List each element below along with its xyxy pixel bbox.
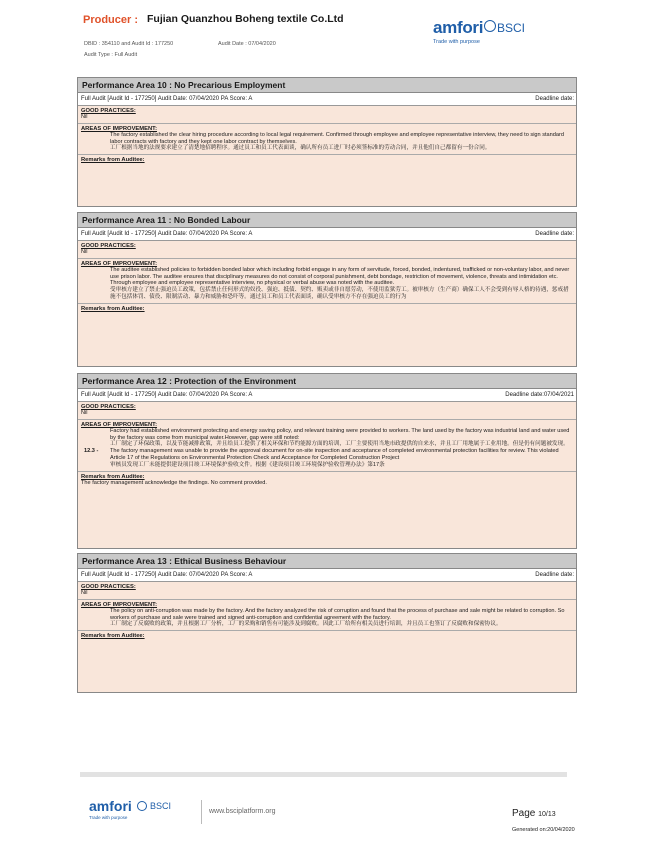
deadline-text: Deadline date: — [535, 572, 574, 578]
improvement-text: The policy on anti-corruption was made by the factory. And the factory analyzed the risk of corruption and found that the process of purchase and sale might be related to corruption. So workers of purchase and sale were trained and signed anti-corruption and confidential agreement with the factory. — [110, 607, 565, 621]
remarks-section — [78, 472, 576, 489]
improvement-text-cn: 工厂根据当地的法规要求建立了清楚地招聘程序。通过员工和员工代表面谈，确认所有员工进厂时必须签标准的劳动合同，并且他们自己都留有一份合同。 — [110, 145, 491, 152]
finding-number: 12.3 - — [84, 448, 99, 455]
logo-word: amfori — [433, 18, 484, 37]
good-practices-section — [78, 106, 576, 124]
logo-tagline: Trade with purpose — [433, 39, 480, 45]
deadline-text: Deadline date:07/04/2021 — [505, 392, 574, 398]
audit-line-text: Full Audit [Audit Id - 177250] Audit Date: 07/04/2020 PA Score: A — [81, 392, 253, 398]
remarks-label: Remarks from Auditee: — [81, 473, 145, 480]
footer-url: www.bsciplatform.org — [209, 808, 276, 815]
area-title: Performance Area 11 : No Bonded Labour — [78, 213, 576, 228]
improvement-text: The auditee established policies to forbidden bonded labor which including forbid engage in any form of servitude, forced, bonded, indentured, trafficked or non-voluntary labor, and never use prison labor. The auditee ensures that disciplinary measures do not consist of corporal punishment, debt bondage, restriction of movement, violence, threats and intimidation etc. Through employee and employee representative interview, no physical or verbal abuse was noted with the auditee. — [110, 266, 570, 287]
performance-area-13 — [77, 553, 577, 693]
logo-bsci: BSCI — [497, 21, 526, 35]
audit-line-text: Full Audit [Audit Id - 177250] Audit Date: 07/04/2020 PA Score: A — [81, 572, 253, 578]
audit-line-text: Full Audit [Audit Id - 177250] Audit Date: 07/04/2020 PA Score: A — [81, 96, 253, 102]
footer-logo-tagline: Trade with purpose — [89, 815, 128, 820]
page-indicator — [512, 808, 556, 819]
improvement-section — [78, 420, 576, 472]
good-practices-section — [78, 241, 576, 259]
improvement-label: AREAS OF IMPROVEMENT: — [81, 421, 158, 428]
improvement-text: The factory established the clear hiring procedure according to local legal requirement. Confirmed through employee and employee representative interview, they need to sign standard labor contracts with factory and they kept one labor contract by themselves. — [110, 131, 564, 145]
dbid-text: DBID : 354110 and Audit Id : 177250 — [84, 41, 174, 47]
page-label: Page — [512, 808, 536, 819]
good-practices-label: GOOD PRACTICES: — [81, 404, 136, 410]
improvement-text: Factory had established environment protecting and energy saving policy, and relevant training were provided to workers. The land used by the factory was industrial land and water used by the factory was come from municipal water.However, gap were still noted: — [110, 427, 570, 441]
performance-area-11 — [77, 212, 577, 367]
producer-label: Producer : — [83, 14, 139, 26]
good-practices-section — [78, 582, 576, 600]
improvement-label: AREAS OF IMPROVEMENT: — [81, 260, 158, 267]
audit-line — [78, 389, 576, 402]
performance-area-10 — [77, 77, 577, 207]
audit-type-text: Audit Type : Full Audit — [84, 52, 138, 58]
footer-logo-circle-icon — [137, 801, 147, 811]
footer-divider — [80, 772, 567, 777]
good-practices-value: Nil — [81, 410, 88, 416]
good-practices-label: GOOD PRACTICES: — [81, 584, 136, 590]
area-title: Performance Area 10 : No Precarious Employment — [78, 78, 576, 93]
good-practices-value: Nil — [81, 590, 88, 596]
logo-circle-icon — [484, 20, 496, 32]
footer-logo-word: amfori — [89, 798, 132, 814]
finding-text-cn: 审核员发现工厂未能提供建设项目竣工环境保护验收文件。根据《建设项目竣工环境保护验收管理办法》第17条 — [110, 461, 385, 468]
remarks-label: Remarks from Auditee: — [81, 157, 145, 164]
remarks-label: Remarks from Auditee: — [81, 633, 145, 640]
improvement-text-cn: 工厂制定了反腐败的政策，并且根据工厂分析，工厂的采购和销售有可能涉及到腐败。因此工厂给所有相关员进行培训，并且员工也签订了反腐败和保密协议。 — [110, 621, 502, 628]
page-number: 10/13 — [538, 811, 556, 818]
improvement-text-cn: 受审核方建立了禁止强迫员工政策，包括禁止任何形式的奴役、强迫、抵债、契约、贩卖或非自愿劳动，不使用监狱劳工。被审核方（生产商）确保工人不会受到有辱人格的待遇，惩戒措施不包括体罚、债役、限制活动、暴力和威胁和恐吓等。通过员工和员工代表面谈，确认受审核方不存在强迫员工的行为 — [110, 287, 569, 300]
improvement-label: AREAS OF IMPROVEMENT: — [81, 601, 158, 608]
finding-text: The factory management was unable to provide the approval document for on-site inspection and acceptance of completed environmental protection facilities for review. This violated Article 17 of the Regulations on Environmental Protection Check and Acceptance for Completed Construction Project — [110, 448, 559, 461]
improvement-section — [78, 600, 576, 631]
improvement-label: AREAS OF IMPROVEMENT: — [81, 125, 158, 132]
improvement-section — [78, 259, 576, 304]
good-practices-section — [78, 402, 576, 420]
remarks-section — [78, 304, 576, 314]
remarks-section — [78, 631, 576, 641]
good-practices-value: Nil — [81, 114, 88, 120]
audit-line — [78, 569, 576, 582]
audit-line — [78, 93, 576, 106]
area-title: Performance Area 12 : Protection of the Environment — [78, 374, 576, 389]
remarks-section — [78, 155, 576, 165]
producer-name: Fujian Quanzhou Boheng textile Co.Ltd — [147, 13, 344, 25]
remarks-value: The factory management acknowledge the findings. No comment provided. — [81, 479, 267, 486]
good-practices-label: GOOD PRACTICES: — [81, 243, 136, 249]
remarks-label: Remarks from Auditee: — [81, 305, 145, 312]
audit-line-text: Full Audit [Audit Id - 177250] Audit Date: 07/04/2020 PA Score: A — [81, 231, 253, 237]
deadline-text: Deadline date: — [535, 231, 574, 237]
good-practices-label: GOOD PRACTICES: — [81, 108, 136, 114]
amfori-logo — [433, 18, 483, 45]
finding-item — [81, 448, 573, 468]
area-title: Performance Area 13 : Ethical Business Behaviour — [78, 554, 576, 569]
audit-date-text: Audit Date : 07/04/2020 — [218, 41, 276, 47]
deadline-text: Deadline date: — [535, 96, 574, 102]
footer-vertical-divider — [201, 800, 202, 824]
audit-line — [78, 228, 576, 241]
improvement-section — [78, 124, 576, 155]
generated-date: Generated on:20/04/2020 — [512, 827, 575, 833]
improvement-text-cn: 工厂制定了环保政策，以及节能减排政策，并且给员工提供了相关环保和节约能源方面的培训，工厂主要使用当地市政提供的自来水，并且工厂用地属于工业用地。但是仍有问题被发现。 — [110, 441, 569, 448]
good-practices-value: Nil — [81, 249, 88, 255]
footer-logo-bsci: BSCI — [150, 801, 172, 811]
performance-area-12 — [77, 373, 577, 549]
